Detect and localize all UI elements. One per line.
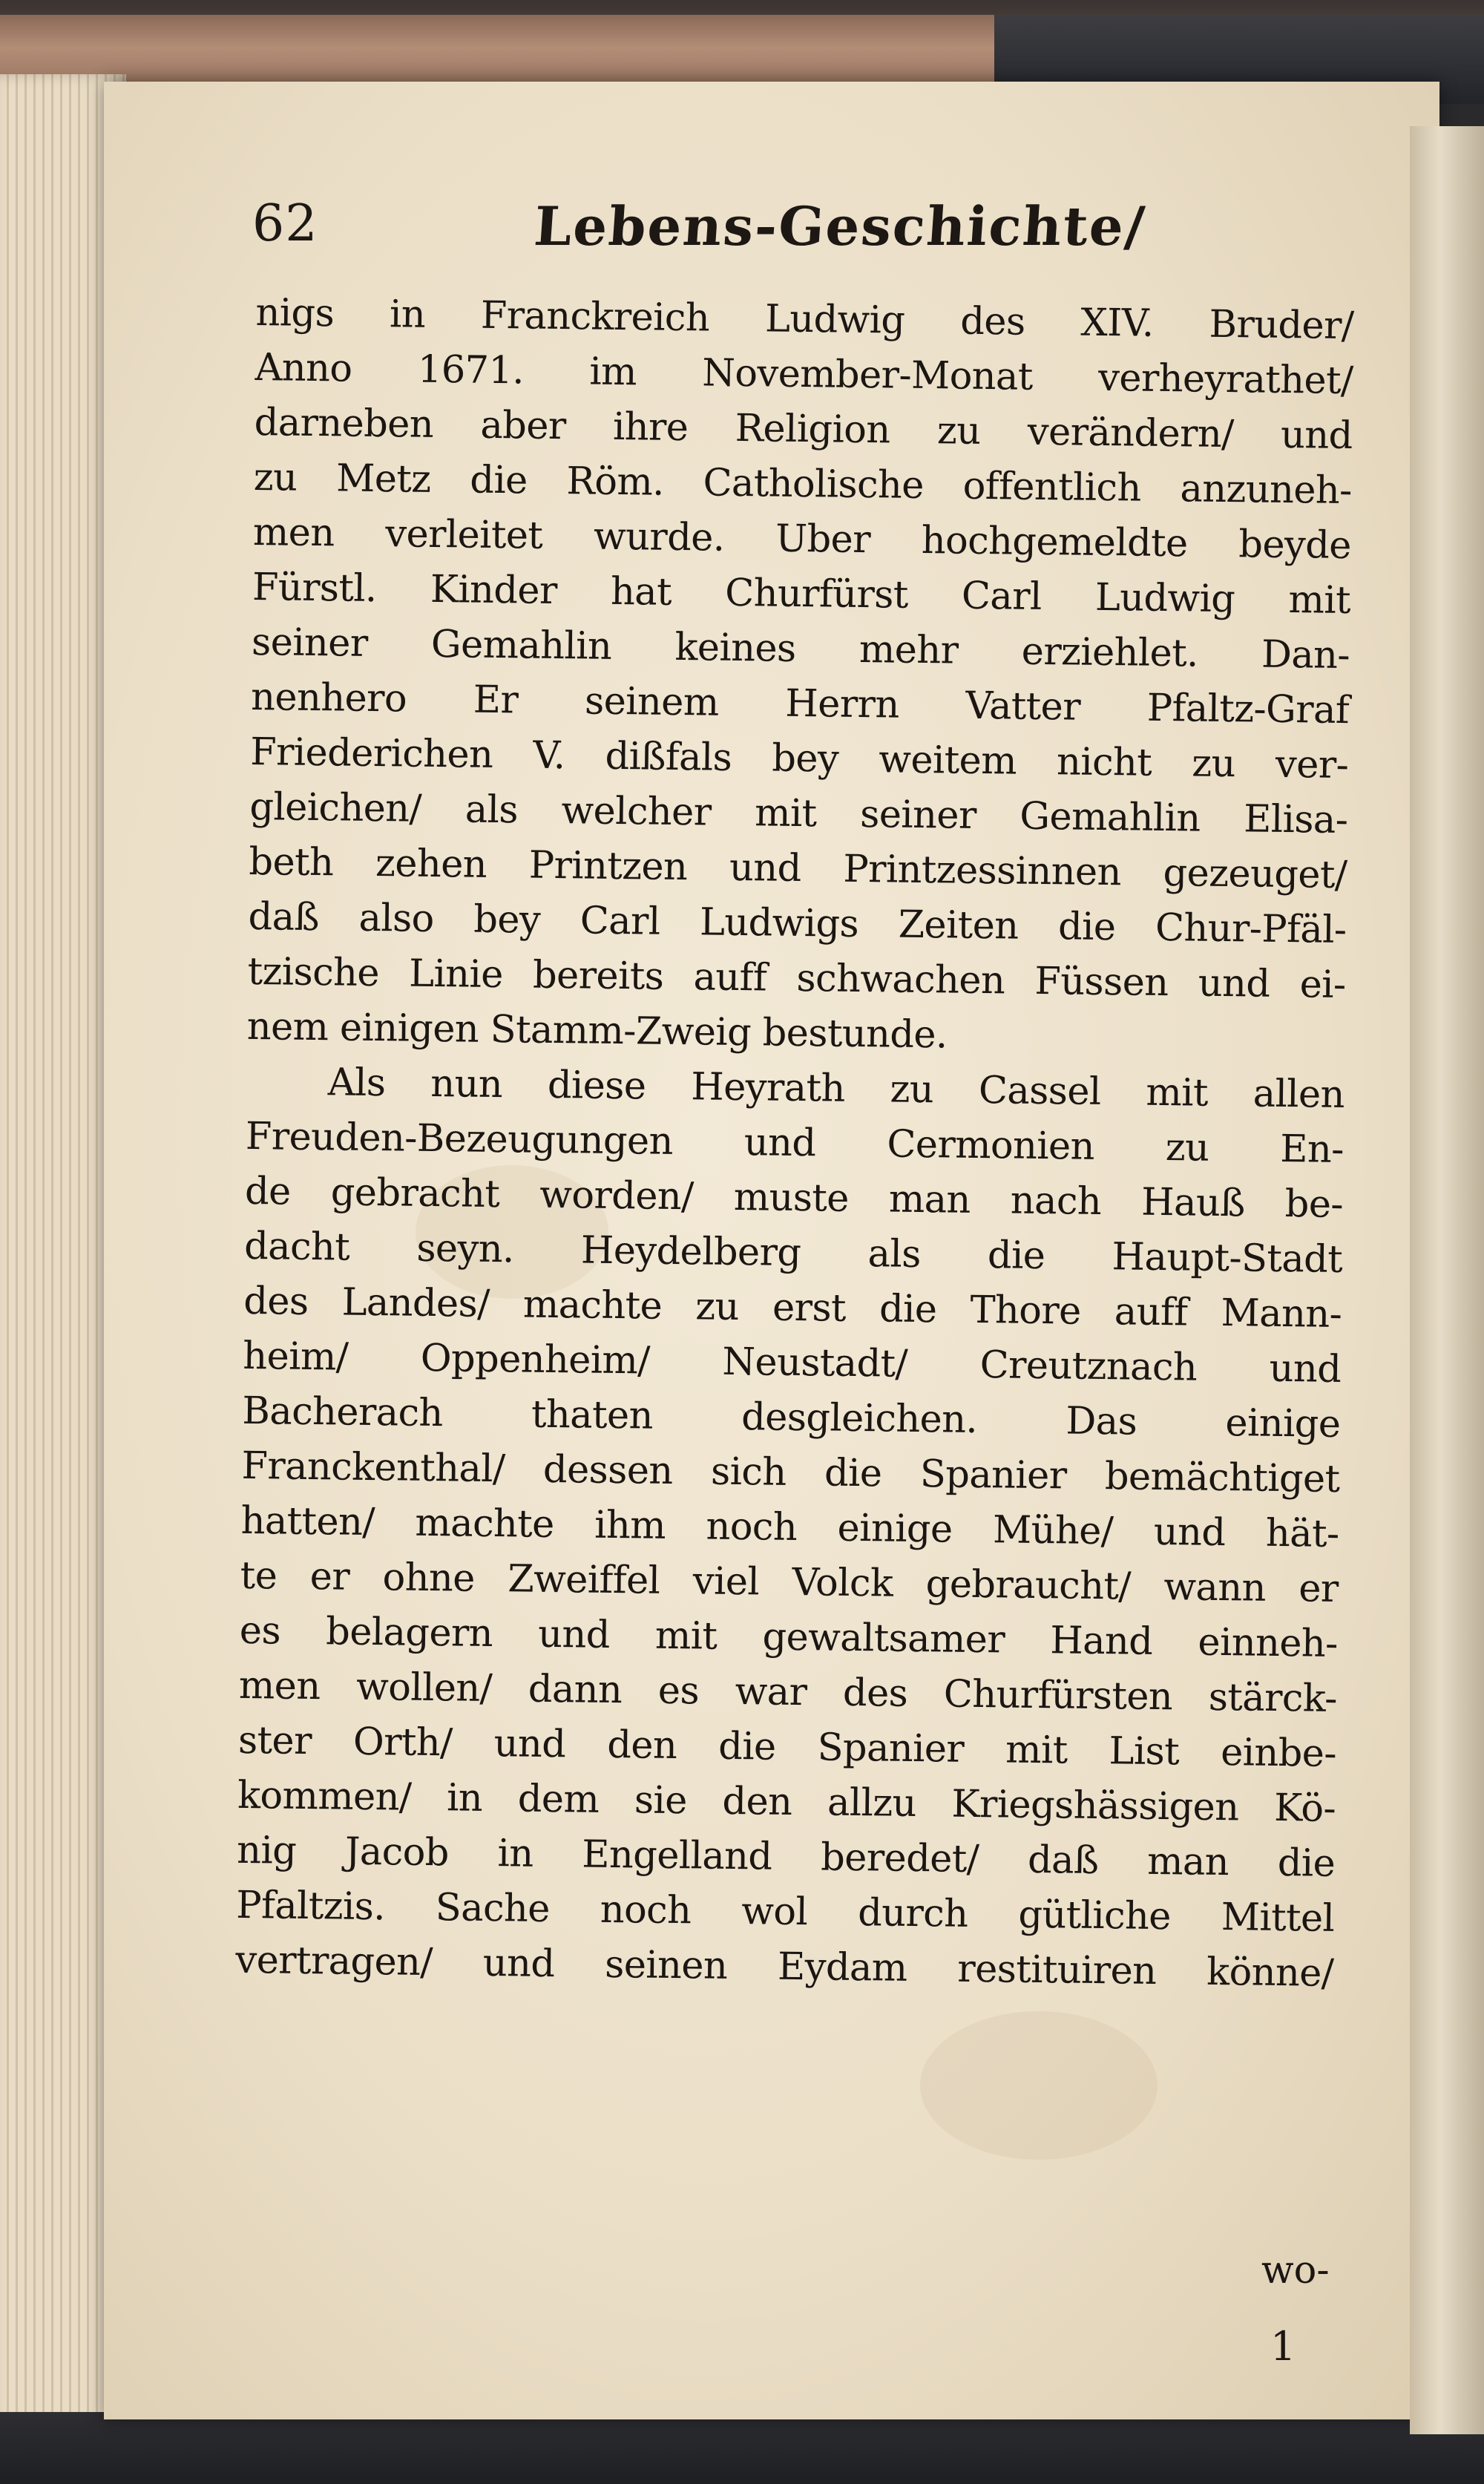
page-number: 62 [252,194,318,253]
text-line: kommen/ in dem sie den allzu Kriegshässigen Kö- [237,1773,1336,1831]
text-line: beth zehen Printzen und Printzessinnen gezeuget/ [249,839,1347,898]
text-line: Bacherach thaten desgleichen. Das einige [242,1389,1341,1446]
page-header [252,194,1350,258]
text-line: Franckenthal/ dessen sich die Spanier bemächtiget [241,1443,1340,1501]
text-line: nenhero Er seinem Herrn Vatter Pfaltz-Graf [250,675,1350,733]
text-line: heim/ Oppenheim/ Neustadt/ Creutznach und [243,1334,1342,1392]
text-line: darneben aber ihre Religion zu verändern/ und [254,400,1353,459]
text-line: Anno 1671. im November-Monat verheyrathet/ [255,345,1353,404]
text-line: tzische Linie bereits auff schwachen Füssen und ei- [247,949,1346,1008]
book-cover-edge [0,15,1009,86]
text-line: des Landes/ machte zu erst die Thore auff Mann- [243,1279,1342,1337]
page-gutter-right [1410,126,1484,2434]
text-line: de gebracht worden/ muste man nach Hauß be- [244,1169,1344,1227]
text-line: Fürstl. Kinder hat Churfürst Carl Ludwig mit [252,565,1351,623]
paper-stain [920,2011,1158,2160]
text-line: daß also bey Carl Ludwigs Zeiten die Chur-Pfäl- [248,894,1347,953]
catchword: wo- [1261,2249,1330,2293]
text-line: zu Metz die Röm. Catholische offentlich anzuneh- [253,455,1353,514]
running-head: Lebens-Geschichte/ [532,194,1149,258]
text-line: dacht seyn. Heydelberg als die Haupt-Stadt [243,1224,1343,1282]
text-line: men wollen/ dann es war des Churfürsten stärck- [238,1663,1338,1721]
book-bottom-edge [0,2412,1484,2484]
text-line: Als nun diese Heyrath zu Cassel mit allen [327,1061,1345,1117]
body-text [235,286,1354,2002]
text-line: Friederichen V. dißfals bey weitem nicht zu ver- [249,730,1349,788]
text-line: seiner Gemahlin keines mehr erziehlet. Dan- [251,620,1350,678]
text-line: te er ohne Zweiffel viel Volck gebraucht/ wann er [240,1553,1339,1611]
text-line: es belagern und mit gewaltsamer Hand einneh- [239,1608,1339,1666]
text-line: gleichen/ als welcher mit seiner Gemahlin Elisa- [249,784,1348,843]
text-line: nig Jacob in Engelland beredet/ daß man die [236,1828,1336,1886]
text-line: men verleitet wurde. Uber hochgemeldte beyde [252,510,1352,568]
text-line: Pfaltzis. Sache noch wol durch gütliche Mittel [235,1883,1335,1941]
text-line: nigs in Franckreich Ludwig des XIV. Bruder/ [255,290,1354,349]
text-line: vertragen/ und seinen Eydam restituiren könne/ [235,1938,1334,1996]
text-line: hatten/ machte ihm noch einige Mühe/ und hät- [240,1498,1339,1556]
text-line: ster Orth/ und den die Spanier mit List einbe- [237,1718,1337,1776]
signature-mark: 1 [1270,2323,1296,2370]
text-line: nem einigen Stamm-Zweig bestunde. [246,1004,948,1058]
text-line: Freuden-Bezeugungen und Cermonien zu En- [245,1114,1345,1172]
